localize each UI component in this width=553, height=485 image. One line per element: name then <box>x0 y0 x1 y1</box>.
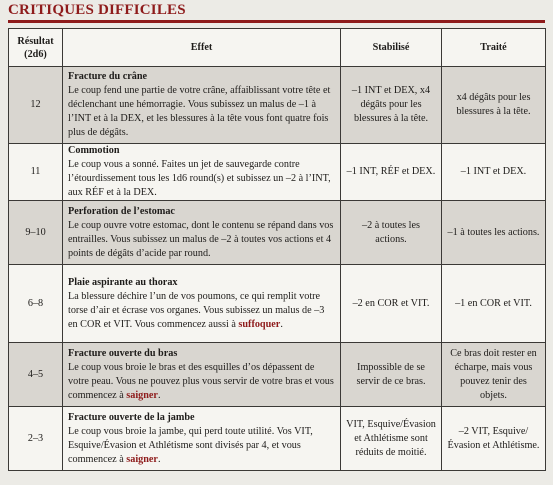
bleed-keyword[interactable]: saigner <box>126 389 158 401</box>
table-row <box>9 67 546 144</box>
effect-body: Le coup fend une partie de votre crâne, affaiblissant votre tête et déclenchant une hémorragie. Vous subissez un malus de –1 à l’INT et à la DEX, et les blessures à la tête vous font quatre fois plus de dégâts. <box>68 85 331 138</box>
header-stabilized: Stabilisé <box>341 29 442 67</box>
effect-title: Fracture ouverte du bras <box>68 347 178 359</box>
effect-body: Le coup vous broie la jambe, qui perd toute utilité. Vos VIT, Esquive/Évasion et Athlétisme sont divisés par 4, et vous commencez à <box>68 425 313 465</box>
row-result: 6–8 <box>9 265 63 343</box>
effect-body: Le coup vous a sonné. Faites un jet de sauvegarde contre l’étourdissement tous les 1d6 round(s) et subissez un –2 à l’INT, aux RÉF et à la DEX. <box>68 159 331 198</box>
row-result: 12 <box>9 67 63 144</box>
effect-title: Plaie aspirante au thorax <box>68 276 178 288</box>
row-result: 4–5 <box>9 343 63 407</box>
effect-end: . <box>157 453 161 465</box>
row-stabilized: –2 en COR et VIT. <box>341 265 442 343</box>
effect-end: . <box>157 389 161 401</box>
table-row <box>9 201 546 265</box>
row-effect <box>63 67 341 144</box>
row-treated: x4 dégâts pour les blessures à la tête. <box>442 67 546 144</box>
row-result: 11 <box>9 144 63 201</box>
effect-title: Fracture du crâne <box>68 71 148 82</box>
effect-body: Le coup ouvre votre estomac, dont le contenu se répand dans vos entrailles. Vous subissez un malus de –2 à toutes vos actions et 4 points de dégâts d’acide par round. <box>68 219 334 259</box>
effect-body: Le coup vous broie le bras et des esquilles d’os dépassent de votre peau. Vous ne pouvez plus vous servir de votre bras et vous commencez à <box>68 361 334 401</box>
row-treated: –1 INT et DEX. <box>442 144 546 201</box>
row-effect <box>63 201 341 265</box>
effect-text <box>68 361 335 403</box>
effect-text <box>68 425 335 467</box>
effect-text <box>68 290 335 332</box>
effect-title: Perforation de l’estomac <box>68 205 175 217</box>
effect-text <box>68 158 335 200</box>
row-treated: –1 à toutes les actions. <box>442 201 546 265</box>
row-stabilized: –1 INT, RÉF et DEX. <box>341 144 442 201</box>
suffocate-keyword[interactable]: suffoquer <box>238 318 281 330</box>
effect-end: . <box>280 318 283 330</box>
title-rule <box>8 20 545 23</box>
row-treated: –1 en COR et VIT. <box>442 265 546 343</box>
page-title: CRITIQUES DIFFICILES <box>8 2 186 18</box>
bleed-keyword[interactable]: saigner <box>126 453 158 465</box>
effect-text <box>68 84 335 140</box>
row-stabilized: –2 à toutes les actions. <box>341 201 442 265</box>
row-effect <box>63 144 341 201</box>
table-row <box>9 343 546 407</box>
row-stabilized: –1 INT et DEX, x4 dégâts pour les blessures à la tête. <box>341 67 442 144</box>
header-treated: Traité <box>442 29 546 67</box>
effect-title: Fracture ouverte de la jambe <box>68 411 195 423</box>
header-result: Résultat (2d6) <box>9 29 63 67</box>
row-treated: Ce bras doit rester en écharpe, mais vous pouvez tenir des objets. <box>442 343 546 407</box>
row-treated: –2 VIT, Esquive/Évasion et Athlétisme. <box>442 407 546 471</box>
effect-body: La blessure déchire l’un de vos poumons, ce qui remplit votre torse d’air et écrase vos organes. Vous subissez un malus de –3 en COR et VIT. Vous commencez aussi à <box>68 290 325 330</box>
header-effect: Effet <box>63 29 341 67</box>
table-row <box>9 144 546 201</box>
row-stabilized: Impossible de se servir de ce bras. <box>341 343 442 407</box>
row-result: 9–10 <box>9 201 63 265</box>
header-row <box>9 29 546 67</box>
table-row <box>9 265 546 343</box>
row-effect <box>63 407 341 471</box>
row-stabilized: VIT, Esquive/Évasion et Athlétisme sont réduits de moitié. <box>341 407 442 471</box>
row-effect <box>63 265 341 343</box>
row-effect <box>63 343 341 407</box>
critical-wounds-table <box>8 28 546 471</box>
effect-text <box>68 219 335 261</box>
effect-title: Commotion <box>68 145 120 156</box>
table-row <box>9 407 546 471</box>
row-result: 2–3 <box>9 407 63 471</box>
